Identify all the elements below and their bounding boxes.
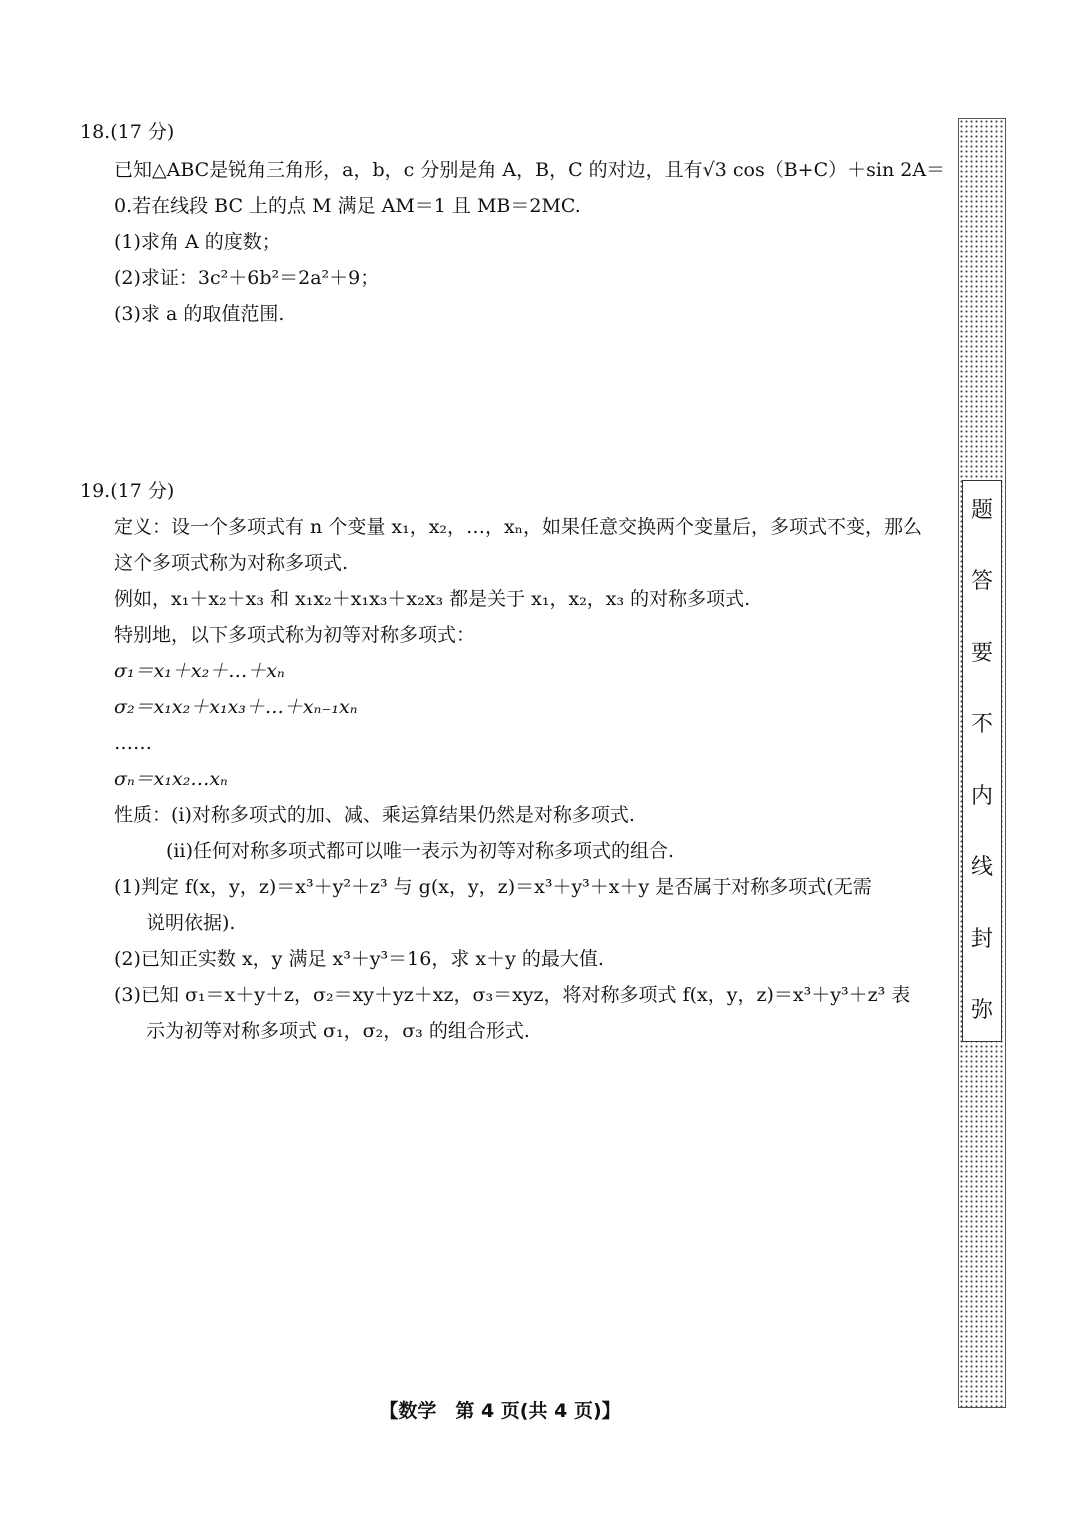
question-19 — [80, 477, 950, 1049]
q19-line: …… — [114, 732, 152, 754]
q19-line: (3)已知 σ₁＝x＋y＋z，σ₂＝xy＋yz＋xz，σ₃＝xyz，将对称多项式 f(x，y，z)＝x³＋y³＋z³ 表 — [114, 984, 911, 1006]
seal-char: 不 — [970, 712, 993, 738]
q19-formula: σ₂＝x₁x₂＋x₁x₃＋…＋xₙ₋₁xₙ — [114, 696, 358, 718]
seal-char: 答 — [970, 569, 993, 595]
q19-line: 定义：设一个多项式有 n 个变量 x₁，x₂，…，xₙ，如果任意交换两个变量后，多项式不变，那么 — [114, 516, 922, 538]
q19-line: (1)判定 f(x，y，z)＝x³＋y²＋z³ 与 g(x，y，z)＝x³＋y³＋x＋y 是否属于对称多项式(无需 — [114, 876, 872, 898]
seal-notice — [963, 499, 1001, 1023]
q19-formula: σₙ＝x₁x₂…xₙ — [114, 768, 228, 790]
q19-line: 例如，x₁＋x₂＋x₃ 和 x₁x₂＋x₁x₃＋x₂x₃ 都是关于 x₁，x₂，x₃ 的对称多项式. — [114, 588, 751, 610]
q19-line: 性质：(ⅰ)对称多项式的加、减、乘运算结果仍然是对称多项式. — [114, 804, 635, 826]
question-18 — [80, 118, 950, 332]
question-18-header: 18.(17 分) — [80, 121, 175, 143]
q19-line: 示为初等对称多项式 σ₁，σ₂，σ₃ 的组合形式. — [146, 1020, 530, 1042]
q19-line: 说明依据). — [146, 912, 236, 934]
q18-line: (3)求 a 的取值范围. — [114, 303, 285, 325]
q18-line: (2)求证：3c²＋6b²＝2a²＋9； — [114, 267, 380, 289]
seal-char: 线 — [970, 855, 993, 881]
q19-line: 特别地，以下多项式称为初等对称多项式： — [114, 624, 476, 646]
seal-char: 内 — [970, 783, 993, 809]
seal-char: 封 — [970, 926, 993, 952]
q19-line: (ⅱ)任何对称多项式都可以唯一表示为初等对称多项式的组合. — [166, 840, 675, 862]
q18-line: 已知△ABC是锐角三角形，a，b，c 分别是角 A，B，C 的对边，且有√3 cos（B+C）＋sin 2A＝ — [114, 159, 946, 181]
page-footer: 【数学 第 4 页(共 4 页)】 — [379, 1400, 621, 1422]
seal-char: 要 — [970, 640, 993, 666]
q18-line: (1)求角 A 的度数； — [114, 231, 281, 253]
q19-line: (2)已知正实数 x，y 满足 x³＋y³＝16，求 x＋y 的最大值. — [114, 948, 604, 970]
question-19-header: 19.(17 分) — [80, 480, 175, 502]
q19-formula: σ₁＝x₁＋x₂＋…＋xₙ — [114, 660, 285, 682]
q19-line: 这个多项式称为对称多项式. — [114, 552, 349, 574]
seal-char: 题 — [970, 498, 993, 523]
seal-char: 弥 — [970, 997, 993, 1023]
q18-line: 0.若在线段 BC 上的点 M 满足 AM＝1 且 MB＝2MC. — [114, 195, 581, 217]
seal-notice-box — [962, 480, 1002, 1042]
